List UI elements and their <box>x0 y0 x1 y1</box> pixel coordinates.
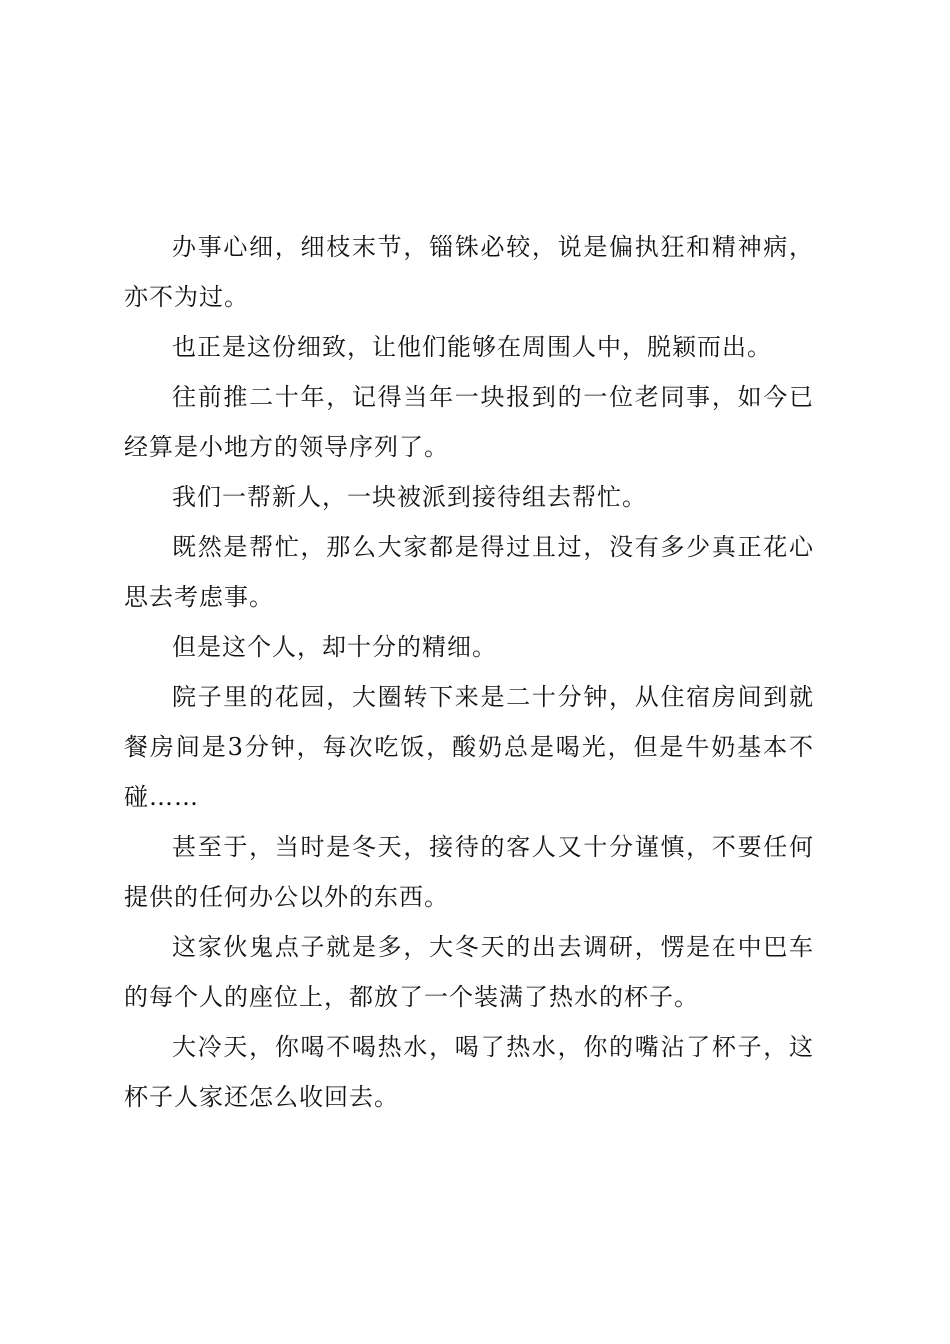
body-text <box>124 222 814 1122</box>
paragraph: 这家伙鬼点子就是多，大冬天的出去调研，愣是在中巴车的每个人的座位上，都放了一个装满了热水的杯子。 <box>124 933 814 1011</box>
paragraph: 办事心细，细枝末节，锱铢必较，说是偏执狂和精神病，亦不为过。 <box>124 233 814 311</box>
paragraph: 但是这个人，却十分的精细。 <box>172 633 497 661</box>
paragraph: 既然是帮忙，那么大家都是得过且过，没有多少真正花心思去考虑事。 <box>124 533 814 611</box>
paragraph: 大冷天，你喝不喝热水，喝了热水，你的嘴沾了杯子，这杯子人家还怎么收回去。 <box>124 1033 814 1111</box>
paragraph: 我们一帮新人，一块被派到接待组去帮忙。 <box>172 483 647 511</box>
paragraph: 甚至于，当时是冬天，接待的客人又十分谨慎，不要任何提供的任何办公以外的东西。 <box>124 833 814 911</box>
paragraph: 院子里的花园，大圈转下来是二十分钟，从住宿房间到就餐房间是3分钟，每次吃饭，酸奶总是喝光，但是牛奶基本不碰…… <box>124 683 814 811</box>
paragraph: 也正是这份细致，让他们能够在周围人中，脱颖而出。 <box>172 333 772 361</box>
paragraph: 往前推二十年，记得当年一块报到的一位老同事，如今已经算是小地方的领导序列了。 <box>124 383 814 461</box>
